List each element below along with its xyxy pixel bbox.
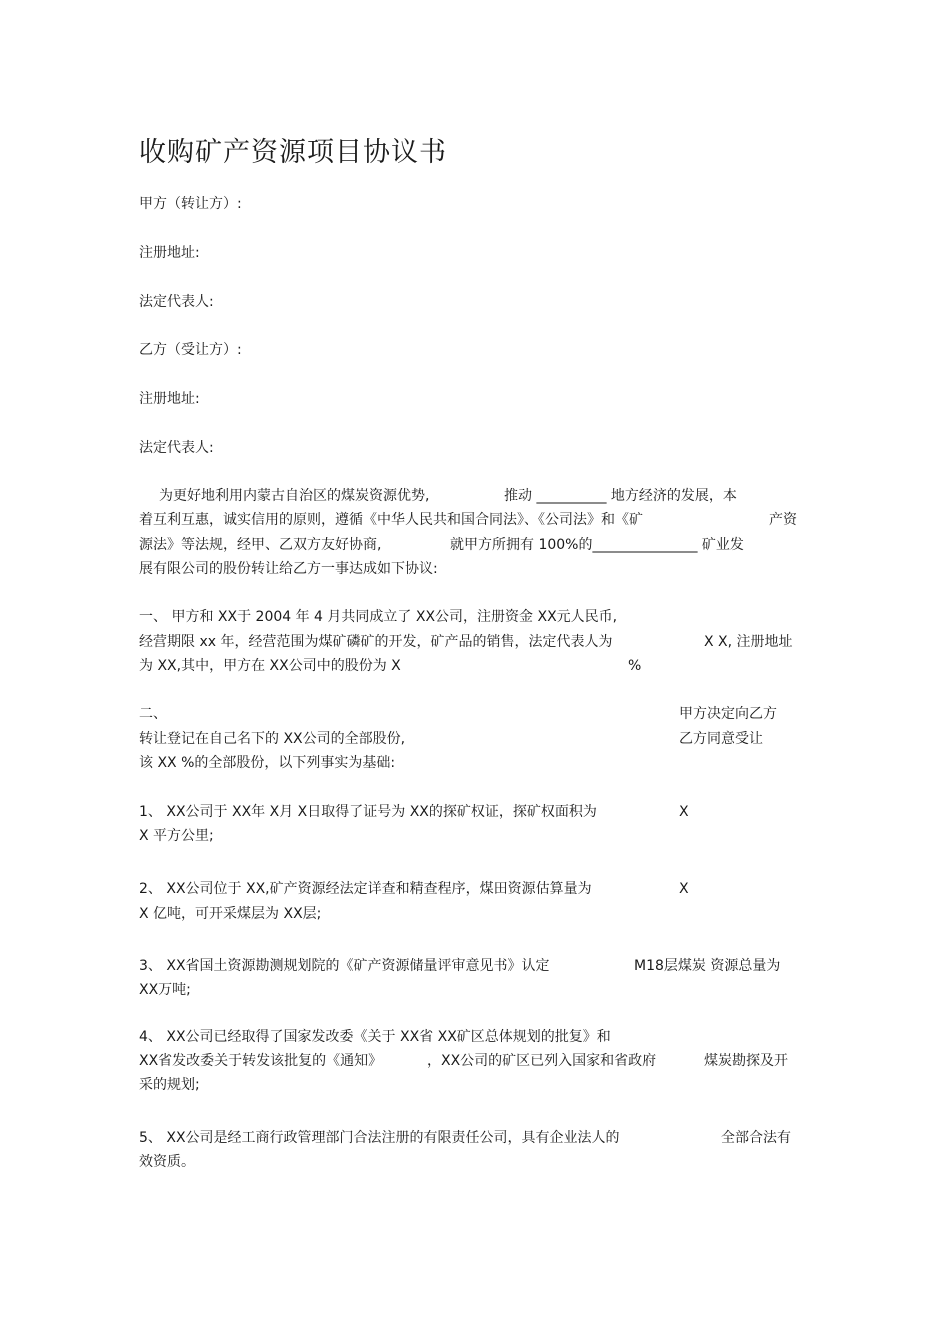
party-a-representative-label: 法定代表人: [139,294,214,310]
intro-line: 着互利互惠，诚实信用的原则，遵循《中华人民共和国合同法》、《公司法》和《矿 [139,512,643,528]
party-b-representative-label: 法定代表人: [139,440,214,456]
party-a-label: 甲方（转让方）: [139,196,242,212]
clause-2-line: 甲方决定向乙方 [679,706,777,722]
fact-4-line: ，XX公司的矿区已列入国家和省政府 [427,1053,657,1069]
clause-2-line: 转让登记在自己名下的 XX公司的全部股份, [139,731,406,747]
intro-line: 源法》等法规，经甲、乙双方友好协商, [139,537,382,553]
fact-5-line: 效资质。 [139,1154,195,1170]
fact-3-line: XX万吨; [139,982,191,998]
party-b-label: 乙方（受让方）: [139,342,242,358]
fact-2-line: X [679,881,689,897]
intro-line: 为更好地利用内蒙古自治区的煤炭资源优势, [159,488,430,504]
fact-1-line: X 平方公里; [139,828,214,844]
fact-4-line: 4、 XX公司已经取得了国家发改委《关于 XX省 XX矿区总体规划的批复》和 [139,1029,611,1045]
clause-1-line: 一、 甲方和 XX于 2004 年 4 月共同成立了 XX公司，注册资金 XX元人民币, [139,609,618,625]
fact-5-line: 5、 XX公司是经工商行政管理部门合法注册的有限责任公司，具有企业法人的 [139,1130,620,1146]
fact-1-line: 1、 XX公司于 XX年 X月 X日取得了证号为 XX的探矿权证，探矿权面积为 [139,804,597,820]
fact-3-line: 3、 XX省国土资源勘测规划院的《矿产资源储量评审意见书》认定 [139,958,550,974]
fact-3-line: M18层煤炭 资源总量为 [634,958,781,974]
clause-2-line: 二、 [139,706,167,722]
fact-4-line: 煤炭勘探及开 [704,1053,788,1069]
intro-line: 就甲方所拥有 100%的_______________ 矿业发 [450,537,744,553]
party-a-address-label: 注册地址: [139,245,200,261]
fact-2-line: X 亿吨，可开采煤层为 XX层; [139,906,322,922]
fact-4-line: 采的规划; [139,1077,200,1093]
clause-1-line: 为 XX,其中，甲方在 XX公司中的股份为 X [139,658,401,674]
document-title: 收购矿产资源项目协议书 [139,137,447,168]
intro-line: 推动 __________ 地方经济的发展，本 [504,488,737,504]
clause-2-line: 乙方同意受让 [679,731,763,747]
fact-5-line: 全部合法有 [721,1130,791,1146]
clause-2-line: 该 XX %的全部股份，以下列事实为基础: [139,755,396,771]
fact-1-line: X [679,804,689,820]
clause-1-line: % [628,658,642,674]
intro-line: 展有限公司的股份转让给乙方一事达成如下协议: [139,561,438,577]
clause-1-line: 经营期限 xx 年，经营范围为煤矿磷矿的开发，矿产品的销售，法定代表人为 [139,634,613,650]
fact-4-line: XX省发改委关于转发该批复的《通知》 [139,1053,383,1069]
intro-line: 产资 [769,512,797,528]
party-b-address-label: 注册地址: [139,391,200,407]
clause-1-line: X X, 注册地址 [704,634,793,650]
fact-2-line: 2、 XX公司位于 XX,矿产资源经法定详查和精查程序，煤田资源估算量为 [139,881,592,897]
